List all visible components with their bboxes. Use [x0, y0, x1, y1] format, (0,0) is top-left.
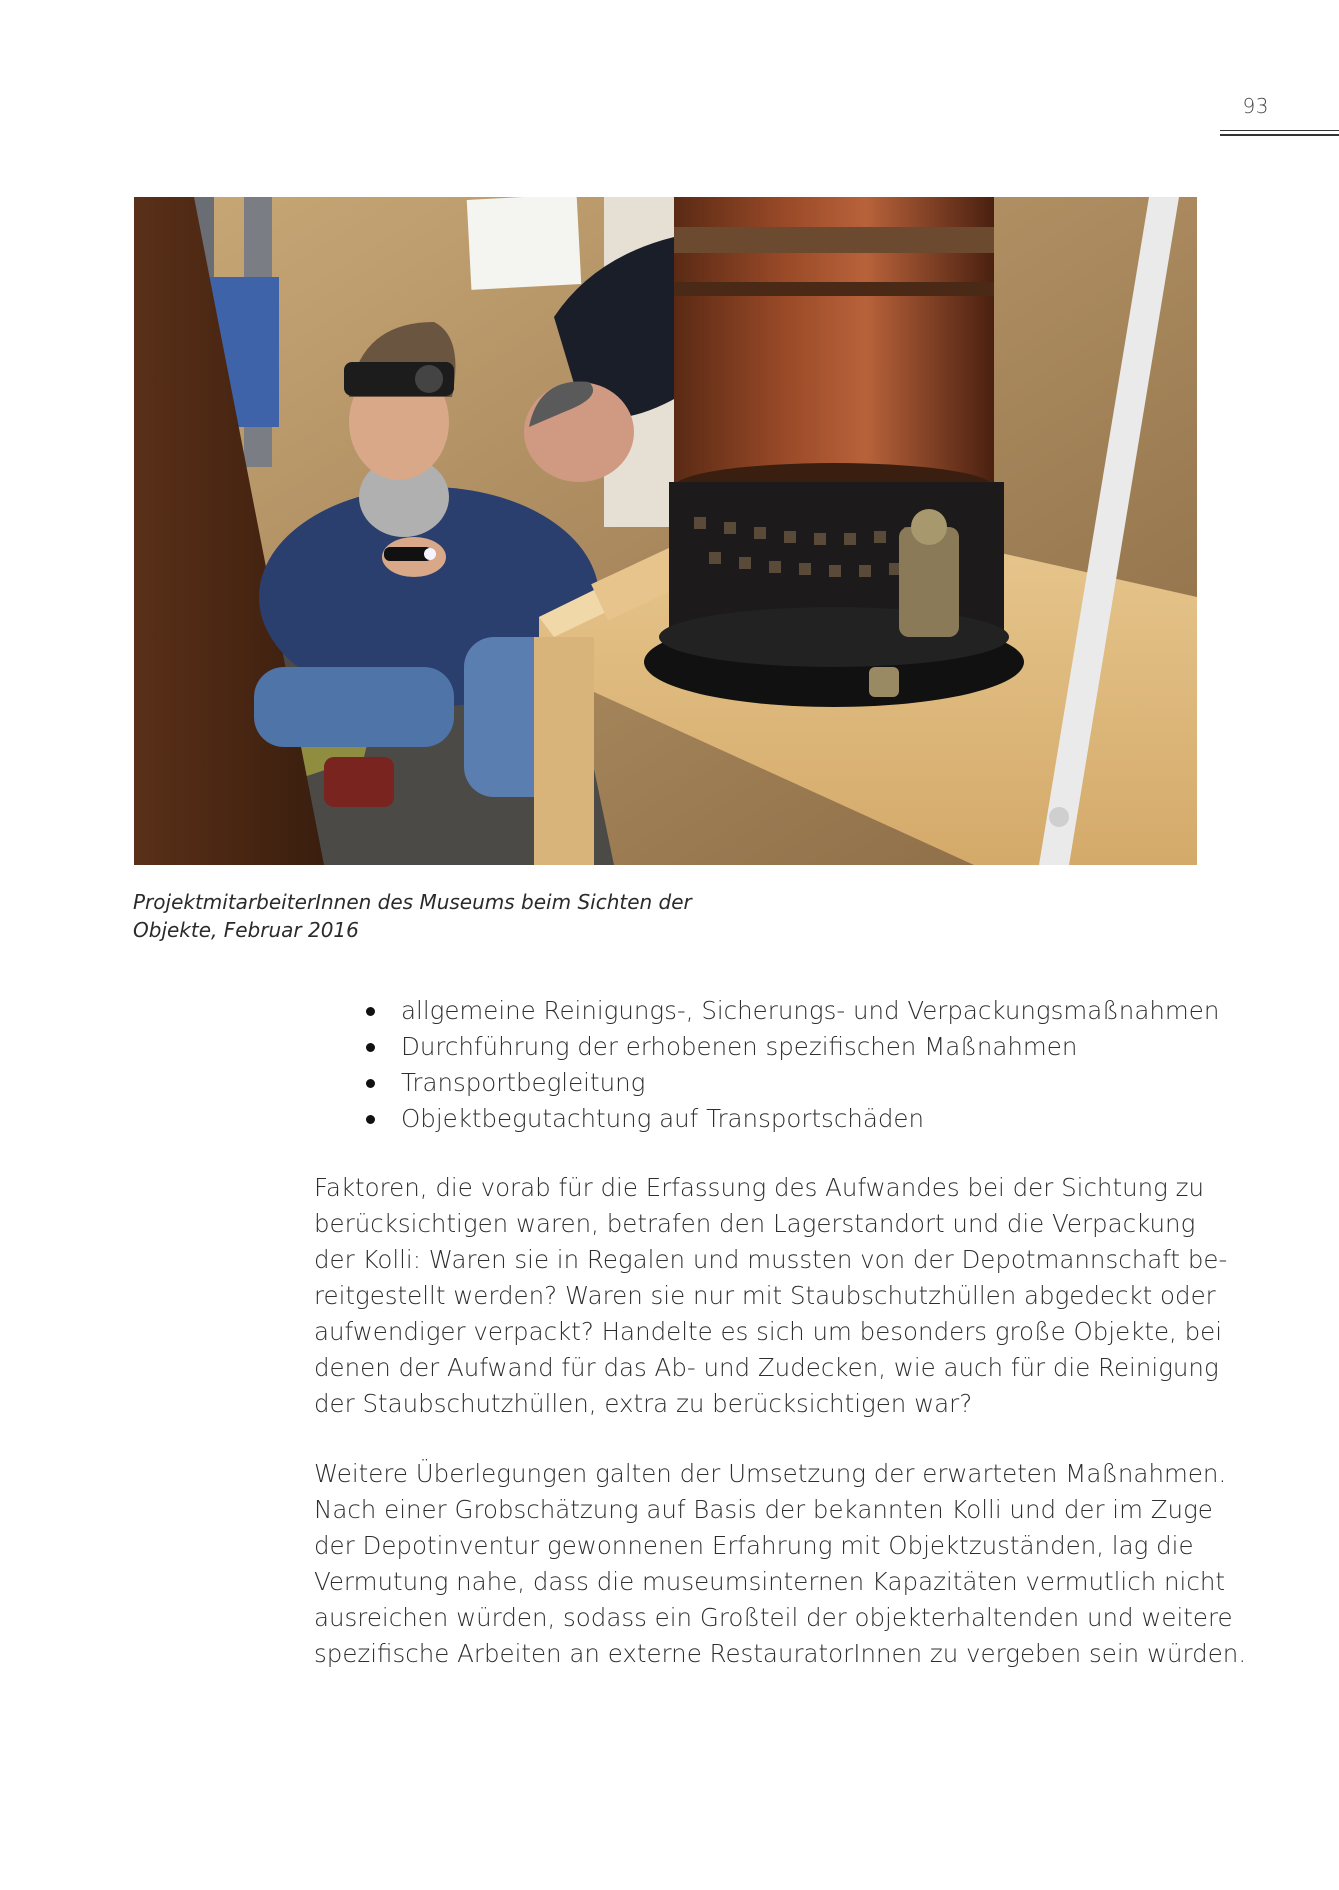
- header-rule: [1220, 130, 1339, 131]
- bullet-text: Durchführung der erhobenen spezifischen Maßnahmen: [401, 1032, 1078, 1061]
- text-line: Vermutung nahe, dass die museumsinternen Kapazitäten vermutlich nicht: [314, 1567, 1225, 1596]
- bullet-item: [366, 993, 1236, 1029]
- bullet-text: Transportbegleitung: [401, 1068, 646, 1097]
- bullet-dot-icon: [366, 1115, 375, 1124]
- text-line: berücksichtigen waren, betrafen den Lagerstandort und die Verpackung: [314, 1209, 1196, 1238]
- figure-photo: [134, 197, 1197, 865]
- bullet-dot-icon: [366, 1007, 375, 1016]
- body-paragraph: [314, 1456, 1247, 1672]
- figure-caption: [133, 888, 783, 944]
- bullet-text: allgemeine Reinigungs-, Sicherungs- und Verpackungsmaßnahmen: [401, 996, 1220, 1025]
- bullet-dot-icon: [366, 1079, 375, 1088]
- text-line: Weitere Überlegungen galten der Umsetzung der erwarteten Maßnahmen.: [314, 1459, 1227, 1488]
- header-rule-thick: [1220, 134, 1339, 136]
- bullet-dot-icon: [366, 1043, 375, 1052]
- bullet-item: [366, 1029, 1236, 1065]
- bullet-list: [366, 993, 1236, 1137]
- text-line: denen der Aufwand für das Ab- und Zudecken, wie auch für die Reinigung: [314, 1353, 1219, 1382]
- body-paragraph: [314, 1170, 1228, 1422]
- text-line: der Kolli: Waren sie in Regalen und mussten von der Depotmannschaft be-: [314, 1245, 1228, 1274]
- text-line: der Depotinventur gewonnenen Erfahrung mit Objektzuständen, lag die: [314, 1531, 1194, 1560]
- page-number: 93: [1242, 94, 1269, 118]
- text-line: Nach einer Grobschätzung auf Basis der bekannten Kolli und der im Zuge: [314, 1495, 1213, 1524]
- text-line: Faktoren, die vorab für die Erfassung des Aufwandes bei der Sichtung zu: [314, 1173, 1205, 1202]
- bullet-item: [366, 1065, 1236, 1101]
- text-line: spezifische Arbeiten an externe RestauratorInnen zu vergeben sein würden.: [314, 1639, 1247, 1668]
- bullet-text: Objektbegutachtung auf Transportschäden: [401, 1104, 924, 1133]
- caption-line: ProjektmitarbeiterInnen des Museums beim Sichten der: [133, 890, 692, 914]
- text-line: ausreichen würden, sodass ein Großteil der objekterhaltenden und weitere: [314, 1603, 1233, 1632]
- text-line: reitgestellt werden? Waren sie nur mit Staubschutzhüllen abgedeckt oder: [314, 1281, 1216, 1310]
- caption-line: Objekte, Februar 2016: [133, 918, 359, 942]
- text-line: der Staubschutzhüllen, extra zu berücksichtigen war?: [314, 1389, 973, 1418]
- bullet-item: [366, 1101, 1236, 1137]
- text-line: aufwendiger verpackt? Handelte es sich um besonders große Objekte, bei: [314, 1317, 1223, 1346]
